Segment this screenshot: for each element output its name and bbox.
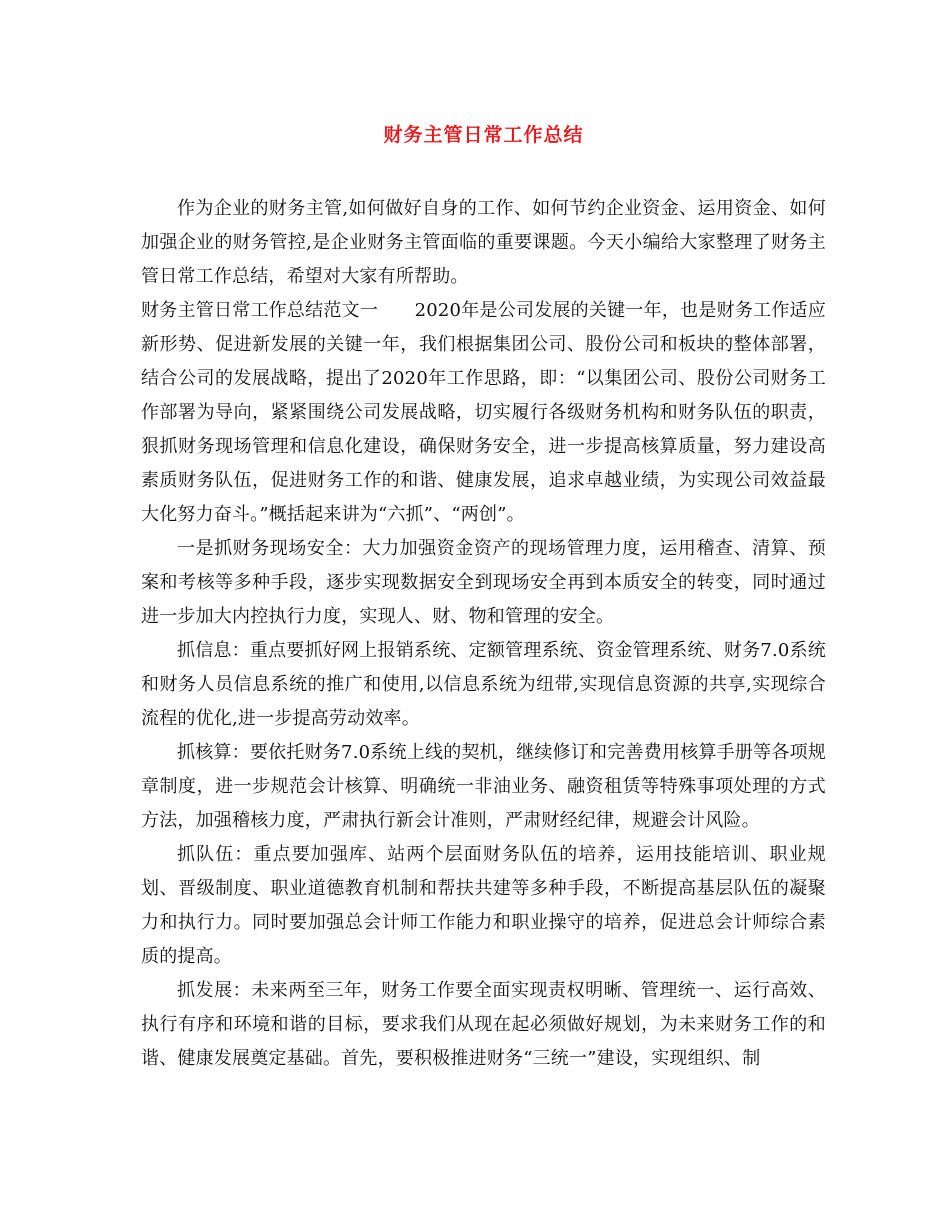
paragraph-sample-one: 财务主管日常工作总结范文一 2020年是公司发展的关键一年，也是财务工作适应新形势、促进新发展的关键一年，我们根据集团公司、股份公司和板块的整体部署，结合公司的发展战略，提出了2020年工作思路，即：“以集团公司、股份公司财务工作部署为导向，紧紧围绕公司发展战略，切实履行各级财务机构和财务队伍的职责，狠抓财务现场管理和信息化建设，确保财务安全，进一步提高核算质量，努力建设高素质财务队伍，促进财务工作的和谐、健康发展，追求卓越业绩，为实现公司效益最大化努力奋斗。”概括起来讲为“六抓”、“两创”。 xyxy=(141,300,826,525)
document-page xyxy=(141,118,826,1076)
paragraph-safety: 一是抓财务现场安全：大力加强资金资产的现场管理力度，运用稽查、清算、预案和考核等多种手段，逐步实现数据安全到现场安全再到本质安全的转变，同时通过进一步加大内控执行力度，实现人、财、物和管理的安全。 xyxy=(141,538,826,627)
document-title: 财务主管日常工作总结 xyxy=(383,124,584,146)
paragraph-intro: 作为企业的财务主管,如何做好自身的工作、如何节约企业资金、运用资金、如何加强企业的财务管控,是企业财务主管面临的重要课题。今天小编给大家整理了财务主管日常工作总结，希望对大家有所帮助。 xyxy=(141,198,826,287)
paragraph-team: 抓队伍：重点要加强库、站两个层面财务队伍的培养，运用技能培训、职业规划、晋级制度、职业道德教育机制和帮扶共建等多种手段，不断提高基层队伍的凝聚力和执行力。同时要加强总会计师工作能力和职业操守的培养，促进总会计师综合素质的提高。 xyxy=(141,844,826,967)
paragraph-accounting: 抓核算：要依托财务7.0系统上线的契机，继续修订和完善费用核算手册等各项规章制度，进一步规范会计核算、明确统一非油业务、融资租赁等特殊事项处理的方式方法，加强稽核力度，严肃执行新会计准则，严肃财经纪律，规避会计风险。 xyxy=(141,742,826,831)
paragraph-development: 抓发展：未来两至三年，财务工作要全面实现责权明晰、管理统一、运行高效、执行有序和环境和谐的目标，要求我们从现在起必须做好规划，为未来财务工作的和谐、健康发展奠定基础。首先，要积极推进财务“三统一”建设，实现组织、制 xyxy=(141,980,826,1069)
paragraph-information: 抓信息：重点要抓好网上报销系统、定额管理系统、资金管理系统、财务7.0系统和财务人员信息系统的推广和使用,以信息系统为纽带,实现信息资源的共享,实现综合流程的优化,进一步提高劳动效率。 xyxy=(141,640,826,729)
